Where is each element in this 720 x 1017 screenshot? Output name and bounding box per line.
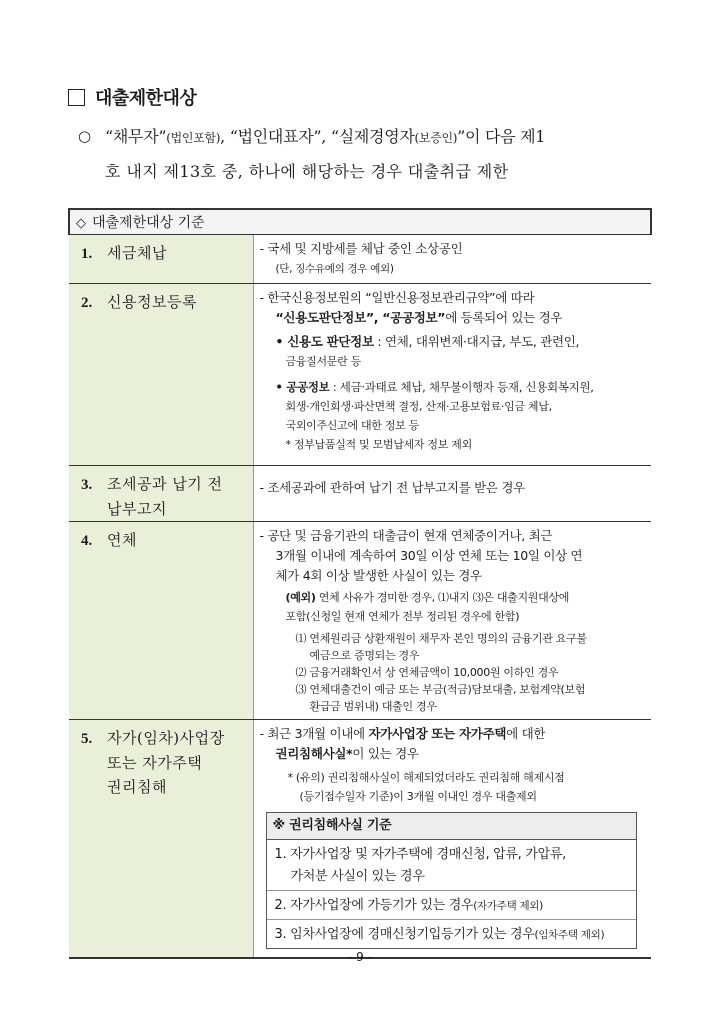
rights-infringement-criteria-box (266, 812, 638, 949)
row-title: 3. 조세공과 납기 전 납부고지 (69, 466, 253, 522)
criteria-table (68, 208, 652, 959)
diamond-icon: ◇ (76, 216, 86, 231)
row-description: - 최근 3개월 이내에 자가사업장 또는 자가주택에 대한 권리침해사실*이 있는 경우 * (유의) 권리침해사실이 해제되었더라도 권리침해 해제시점 (등기접수일자 기준)이 3개월 이내인 경우 대출제외 ※ 권리침해사실 기준 1. 자가사업장 및 자가주택에 경매신청, 압류, 가압류, 가처분 사실이 있는 경우 2. 자가사업장에 가등기가 있는 경우(자가주택 제외) 3. 임차사업장에 경매신청기입등기가 있는 경우(임차주택 제외) (253, 720, 651, 959)
row-title: 1. 세금체납 (69, 235, 253, 284)
row-description: - 국세 및 지방세를 체납 중인 소상공인 (단, 징수유예의 경우 예외) (253, 235, 651, 284)
checkbox-square-icon (68, 89, 85, 106)
table-row (69, 284, 651, 466)
row-description: - 한국신용정보원의 “일반신용정보관리규약”에 따라 “신용도판단정보”, “공공정보”에 등록되어 있는 경우 • 신용도 판단정보 : 연체, 대위변제·대지급, 부도, 관련인, 금융질서문란 등 • 공공정보 : 세금·과태료 체납, 채무불이행자 등재, 신용회복지원, 회생·개인회생·파산면책 결정, 산재·고용보험료·임금 체납, 국외이주신고에 대한 정보 등 * 정부납품실적 및 모범납세자 정보 제외 (253, 284, 651, 466)
table-header: ◇ 대출제한대상 기준 (69, 209, 651, 235)
intro-paragraph (78, 120, 658, 188)
row-description: - 공단 및 금융기관의 대출금이 현재 연체중이거나, 최근 3개월 이내에 계속하여 30일 이상 연체 또는 10일 이상 연 체가 4회 이상 발생한 사실이 있는 경우 (예외) 연체 사유가 경미한 경우, ⑴내지 ⑶은 대출지원대상에 포함(신청일 현재 연체가 전부 정리된 경우에 한함) ⑴ 연체원리금 상환재원이 채무자 본인 명의의 금융기관 요구불 예금으로 증명되는 경우 ⑵ 금융거래확인서 상 연체금액이 10,000원 이하인 경우 ⑶ 연체대출건이 예금 또는 부금(적금)담보대출, 보험계약(보험 환급금 범위내) 대출인 경우 (253, 522, 651, 720)
page-number: - 9 - (348, 950, 372, 964)
circle-bullet-icon: ○ (78, 127, 92, 145)
row-title: 4. 연체 (69, 522, 253, 720)
criteria-item: 1. 자가사업장 및 자가주택에 경매신청, 압류, 가압류, 가처분 사실이 있는 경우 (267, 840, 637, 891)
table-row (69, 720, 651, 959)
table-row (69, 235, 651, 284)
row-description: - 조세공과에 관하여 납기 전 납부고지를 받은 경우 (253, 466, 651, 522)
section-heading (68, 84, 196, 110)
criteria-item: 3. 임차사업장에 경매신청기입등기가 있는 경우(임차주택 제외) (274, 927, 605, 942)
criteria-box-title: ※ 권리침해사실 기준 (267, 813, 637, 840)
section-title: 대출제한대상 (95, 88, 197, 109)
table-row (69, 466, 651, 522)
row-title: 2. 신용정보등록 (69, 284, 253, 466)
table-row (69, 522, 651, 720)
row-title: 5. 자가(임차)사업장 또는 자가주택 권리침해 (69, 720, 253, 959)
criteria-item: 2. 자가사업장에 가등기가 있는 경우(자가주택 제외) (267, 891, 637, 920)
intro-line-1: “채무자”(법인포함), “법인대표자”, “실제경영자(보증인)”이 다음 제1 (105, 127, 546, 146)
intro-line-2: 호 내지 제13호 중, 하나에 해당하는 경우 대출취급 제한 (105, 162, 509, 181)
